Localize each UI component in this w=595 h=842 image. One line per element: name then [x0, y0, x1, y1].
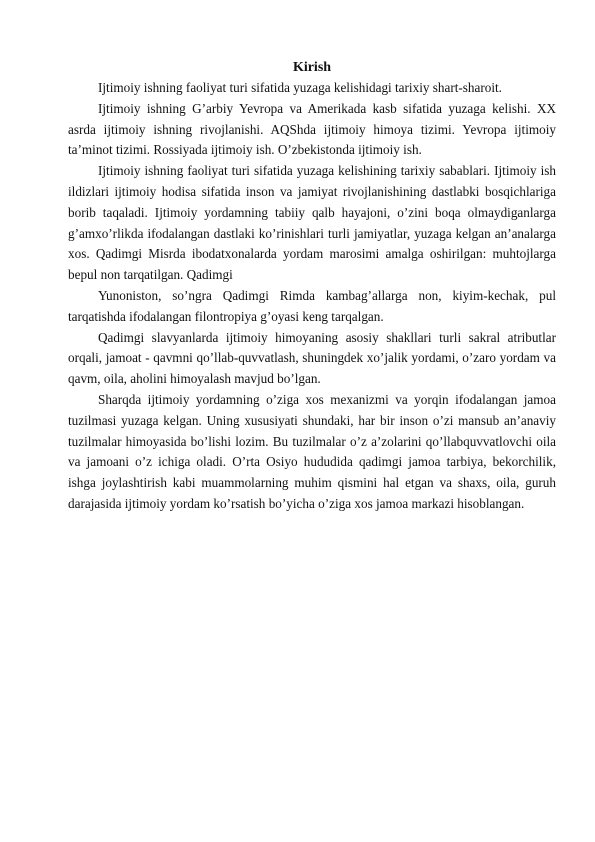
- paragraph-3: Ijtimoiy ishning faoliyat turi sifatida yuzaga kelishining tarixiy sabablari. Ijtimoiy ish ildizlari ijtimoiy hodisa sifatida inson va jamiyat rivojlanishining dastlabki bosqichlariga borib taqaladi. Ijtimoiy yordamning tabiiy qalb hayajoni, o’zini boqa olmaydiganlarga g’amxo’rlikda ifodalangan dastlaki ko’rinishlari turli jamiyatlar, yuzaga kelgan an’analarga xos. Qadimgi Misrda ibodatxonalarda yordam marosimi amalga oshirilgan: muhtojlarga bepul non tarqatilgan. Qadimgi: [68, 163, 556, 283]
- page-title: Kirish: [292, 60, 332, 75]
- paragraph-4: Yunoniston, so’ngra Qadimgi Rimda kambag’allarga non, kiyim-kechak, pul tarqatishda ifodalangan filontropiya g’oyasi keng tarqalgan.: [68, 287, 556, 324]
- document-page: [68, 58, 556, 515]
- paragraph-6: Sharqda ijtimoiy yordamning o’ziga xos mexanizmi va yorqin ifodalangan jamoa tuzilmasi yuzaga kelgan. Uning xususiyati shundaki, har bir inson o’zi mansub an’anaviy tuzilmalar himoyasida bo’lishi lozim. Bu tuzilmalar o’z a’zolarini qo’llabquvvatlovchi oila va jamoani o’z ichiga oladi. O’rta Osiyo hududida qadimgi jamoa tarbiya, bekorchilik, ishga joylashtirish kabi muammolarning muhim qismini hal etgan va shaxs, oila, guruh darajasida ijtimoiy yordam ko’rsatish bo’yicha o’ziga xos jamoa markazi hisoblangan.: [68, 391, 556, 511]
- paragraph-5: Qadimgi slavyanlarda ijtimoiy himoyaning asosiy shakllari turli sakral atributlar orqali, jamoat - qavmni qo’llab-quvvatlash, shuningdek xo’jalik yordami, o’zaro yordam va qavm, oila, aholini himoyalash mavjud bo’lgan.: [68, 329, 556, 387]
- paragraph-2: Ijtimoiy ishning G’arbiy Yevropa va Amerikada kasb sifatida yuzaga kelishi. XX asrda ijtimoiy ishning rivojlanishi. AQShda ijtimoiy himoya tizimi. Yevropa ijtimoiy ta’minot tizimi. Rossiyada ijtimoiy ish. O’zbekistonda ijtimoiy ish.: [68, 100, 556, 158]
- paragraph-1: Ijtimoiy ishning faoliyat turi sifatida yuzaga kelishidagi tarixiy shart-sharoit.: [98, 80, 502, 95]
